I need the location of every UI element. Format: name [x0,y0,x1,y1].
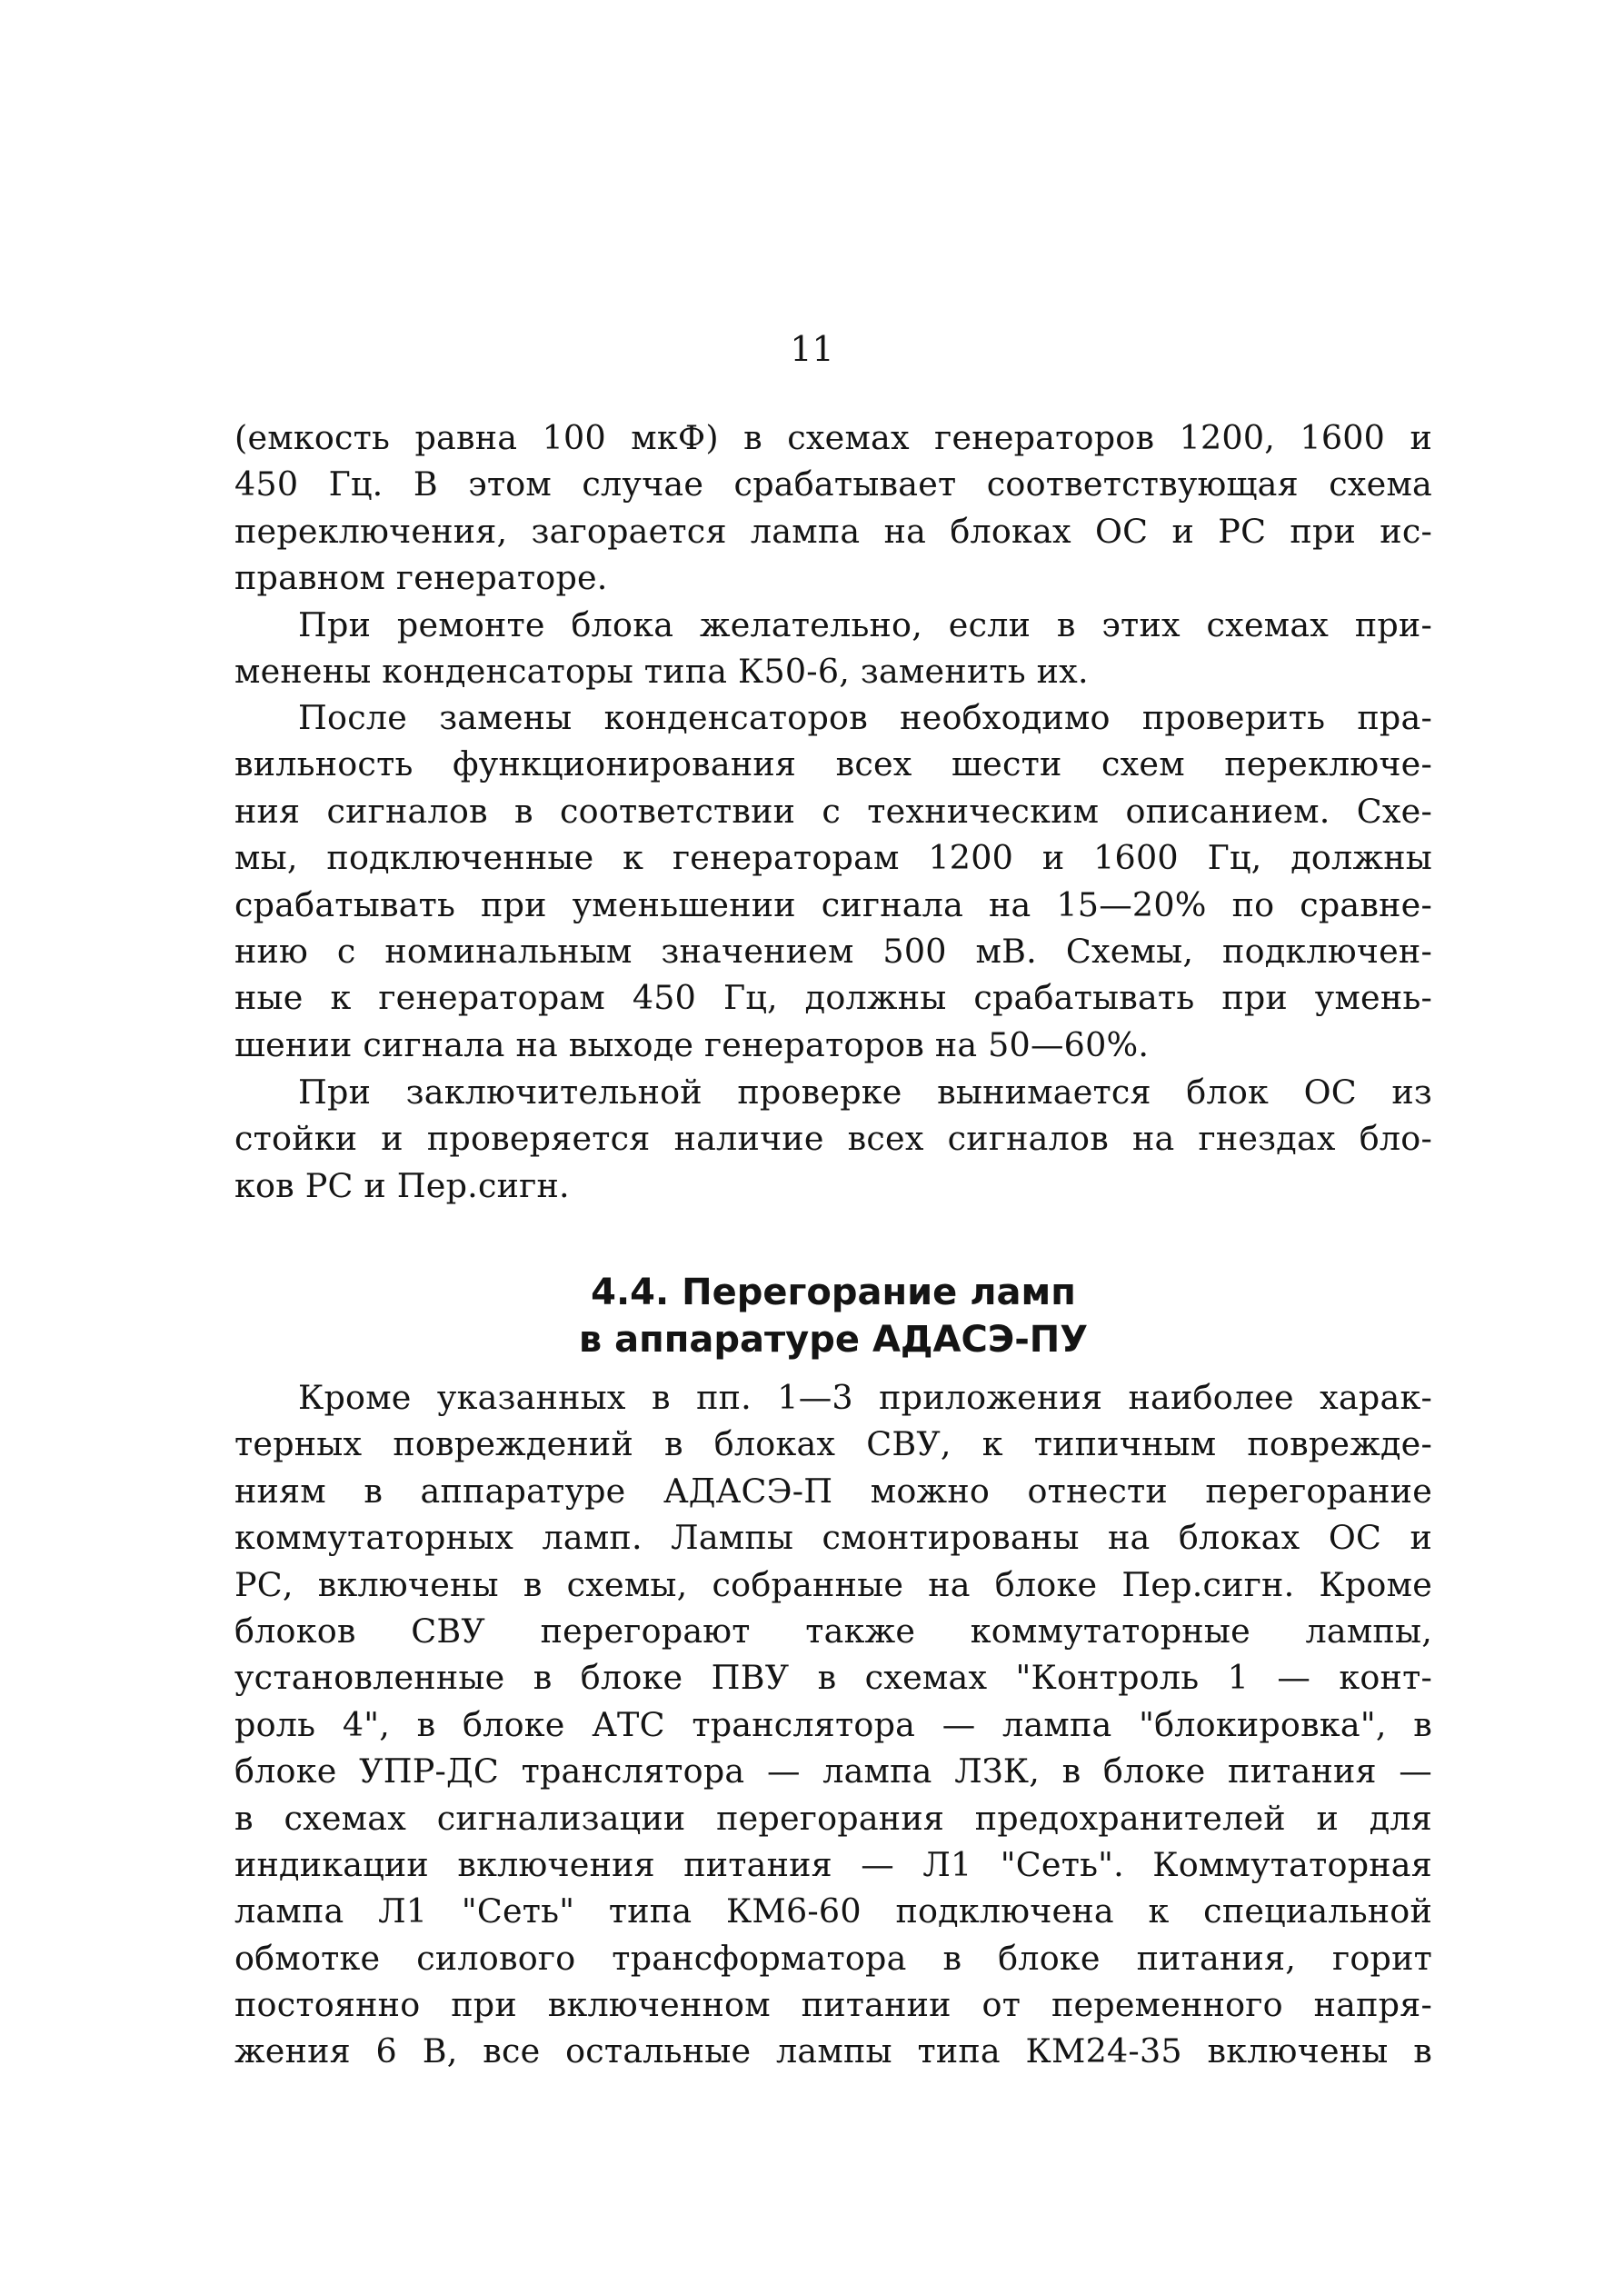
text-line: правном генераторе. [234,558,608,598]
text-line: ные к генераторам 450 Гц, должны срабатывать при умень- [234,978,1432,1018]
section-paragraph [234,1374,1432,2075]
paragraph-2 [234,602,1432,695]
text-line: блоков СВУ перегорают также коммутаторные лампы, [234,1611,1432,1651]
text-line: При заключительной проверке вынимается блок ОС из [298,1073,1432,1112]
text-line: вильность функционирования всех шести схем переключе- [234,744,1432,784]
text-line: лампа Л1 "Сеть" типа КМ6-60 подключена к специальной [234,1891,1432,1931]
text-line: коммутаторных ламп. Лампы смонтированы на блоках ОС и [234,1518,1432,1558]
text-line: блоке УПР-ДС транслятора — лампа ЛЗК, в блоке питания — [234,1751,1432,1791]
text-line: Кроме указанных в пп. 1—3 приложения наиболее харак- [298,1378,1432,1417]
text-line: ков РС и Пер.сигн. [234,1165,570,1205]
section-heading [234,1269,1432,1363]
text-line: роль 4", в блоке АТС транслятора — лампа "блокировка", в [234,1704,1432,1744]
text-line: переключения, загорается лампа на блоках ОС и РС при ис- [234,511,1432,551]
text-line: терных повреждений в блоках СВУ, к типичным поврежде- [234,1424,1432,1464]
section-heading-line-1: 4.4. Перегорание ламп [591,1272,1076,1313]
text-line: стойки и проверяется наличие всех сигналов на гнездах бло- [234,1119,1432,1159]
paragraph-3 [234,694,1432,1068]
text-line: срабатывать при уменьшении сигнала на 15—20% по сравне- [234,884,1432,924]
text-line: в схемах сигнализации перегорания предохранителей и для [234,1798,1432,1838]
text-line: обмотке силового трансформатора в блоке питания, горит [234,1938,1432,1978]
text-line: При ремонте блока желательно, если в этих схемах при- [298,605,1432,644]
section-heading-line-2: в аппаратуре АДАСЭ-ПУ [578,1319,1089,1361]
text-line: ния сигналов в соответствии с техническим описанием. Схе- [234,791,1432,831]
text-line: (емкость равна 100 мкФ) в схемах генераторов 1200, 1600 и [234,418,1432,457]
text-line: РС, включены в схемы, собранные на блоке Пер.сигн. Кроме [234,1564,1432,1604]
paragraph-1 [234,414,1432,602]
text-line: шении сигнала на выходе генераторов на 50—60%. [234,1024,1150,1064]
text-line: жения 6 В, все остальные лампы типа КМ24-35 включены в [234,2031,1432,2071]
page-number: 11 [790,329,834,369]
text-line: индикации включения питания — Л1 "Сеть". Коммутаторная [234,1844,1432,1884]
text-line: мы, подключенные к генераторам 1200 и 1600 Гц, должны [234,838,1432,878]
paragraph-4 [234,1069,1432,1209]
text-line: постоянно при включенном питании от переменного напря- [234,1985,1432,2025]
text-line: менены конденсаторы типа К50-6, заменить их. [234,652,1089,692]
text-line: 450 Гц. В этом случае срабатывает соответствующая схема [234,464,1432,504]
text-line: ниям в аппаратуре АДАСЭ-П можно отнести перегорание [234,1471,1432,1511]
text-line: После замены конденсаторов необходимо проверить пра- [298,698,1432,737]
text-line: установленные в блоке ПВУ в схемах "Контроль 1 — конт- [234,1658,1432,1698]
text-line: нию с номинальным значением 500 мВ. Схемы, подключен- [234,931,1432,971]
